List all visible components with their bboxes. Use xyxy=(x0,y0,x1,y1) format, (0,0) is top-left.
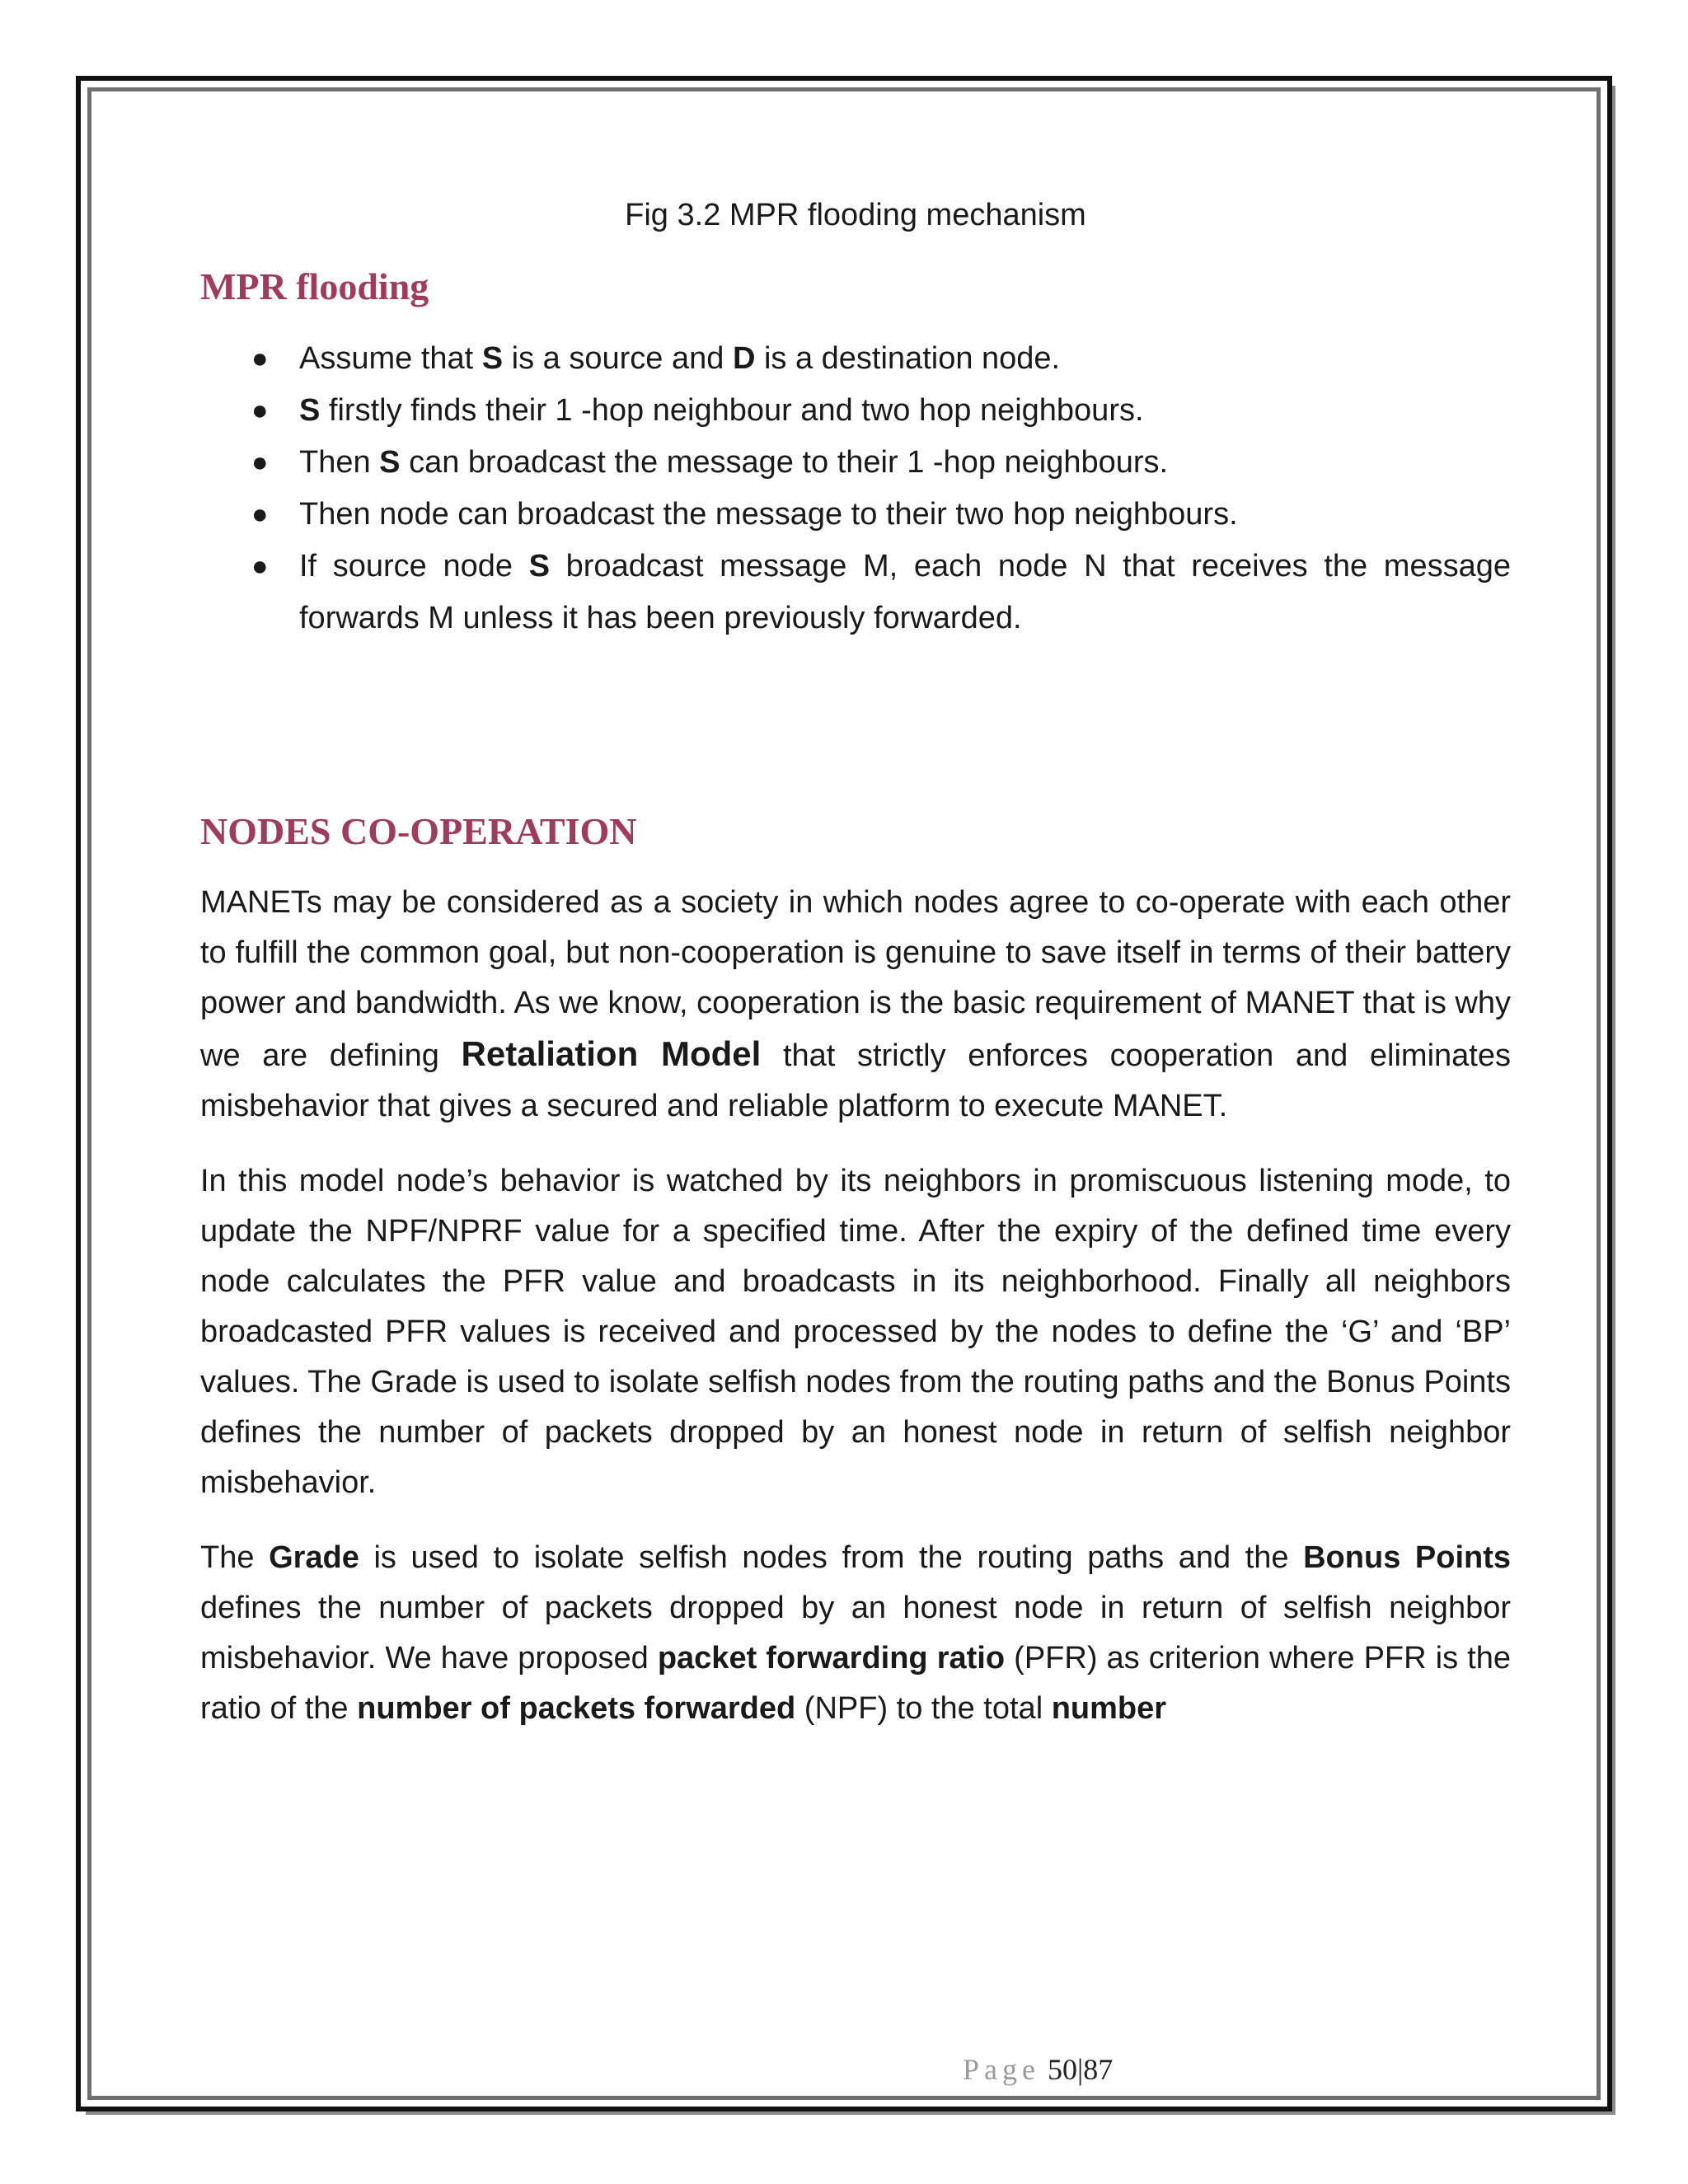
list-item: ● Then node can broadcast the message to their two hop neighbours. xyxy=(200,489,1511,541)
figure-caption: Fig 3.2 MPR flooding mechanism xyxy=(625,198,1086,232)
bullet-icon: ● xyxy=(251,551,269,582)
page-label: Page xyxy=(963,2053,1040,2086)
section-heading-mpr-flooding: MPR flooding xyxy=(200,265,429,307)
mpr-bullet-list xyxy=(200,333,1511,644)
retaliation-model-term: Retaliation Model xyxy=(461,1034,762,1073)
paragraph-grade-bonus: The Grade is used to isolate selfish nodes from the routing paths and the Bonus Points defines the number of packets dropped by an honest node in return of selfish neighbor misbehavior. We have proposed packet forwarding ratio (PFR) as criterion where PFR is the ratio of the number of packets forwarded (NPF) to the total number xyxy=(200,1540,1512,1726)
list-item: ● If source node S broadcast message M, each node N that receives the message forwards M unless it has been previously forwarded. xyxy=(200,541,1511,644)
page-footer xyxy=(963,2052,1113,2087)
bullet-icon: ● xyxy=(251,447,269,478)
list-item: ● Then S can broadcast the message to their 1 -hop neighbours. xyxy=(200,437,1511,489)
list-item: ● Assume that S is a source and D is a destination node. xyxy=(200,333,1511,385)
total-pages: 87 xyxy=(1083,2053,1114,2086)
section-heading-nodes-cooperation: NODES CO-OPERATION xyxy=(200,810,637,852)
bullet-icon: ● xyxy=(251,499,269,530)
page-separator: | xyxy=(1076,2053,1084,2086)
page-content xyxy=(200,198,1511,1759)
paragraph-manet-society: MANETs may be considered as a society in which nodes agree to co-operate with each other to fulfill the common goal, but non-cooperation is genuine to save itself in terms of their battery power and bandwidth. As we know, cooperation is the basic requirement of MANET that is why we are defining Retaliation Model that strictly enforces cooperation and eliminates misbehavior that gives a secured and reliable platform to execute MANET. xyxy=(200,885,1511,1123)
list-item: ● S firstly finds their 1 -hop neighbour and two hop neighbours. xyxy=(200,385,1511,437)
paragraph-model-behavior: In this model node’s behavior is watched by its neighbors in promiscuous listening mode, to update the NPF/NPRF value for a specified time. After the expiry of the defined time every node calculates the PFR value and broadcasts in its neighborhood. Finally all neighbors broadcasted PFR values is received and processed by the nodes to define the ‘G’ and ‘BP’ values. The Grade is used to isolate selfish nodes from the routing paths and the Bonus Points defines the number of packets dropped by an honest node in return of selfish neighbor misbehavior. xyxy=(200,1164,1511,1500)
page-number: 50 xyxy=(1047,2053,1077,2086)
bullet-icon: ● xyxy=(251,343,269,374)
bullet-icon: ● xyxy=(251,395,269,426)
